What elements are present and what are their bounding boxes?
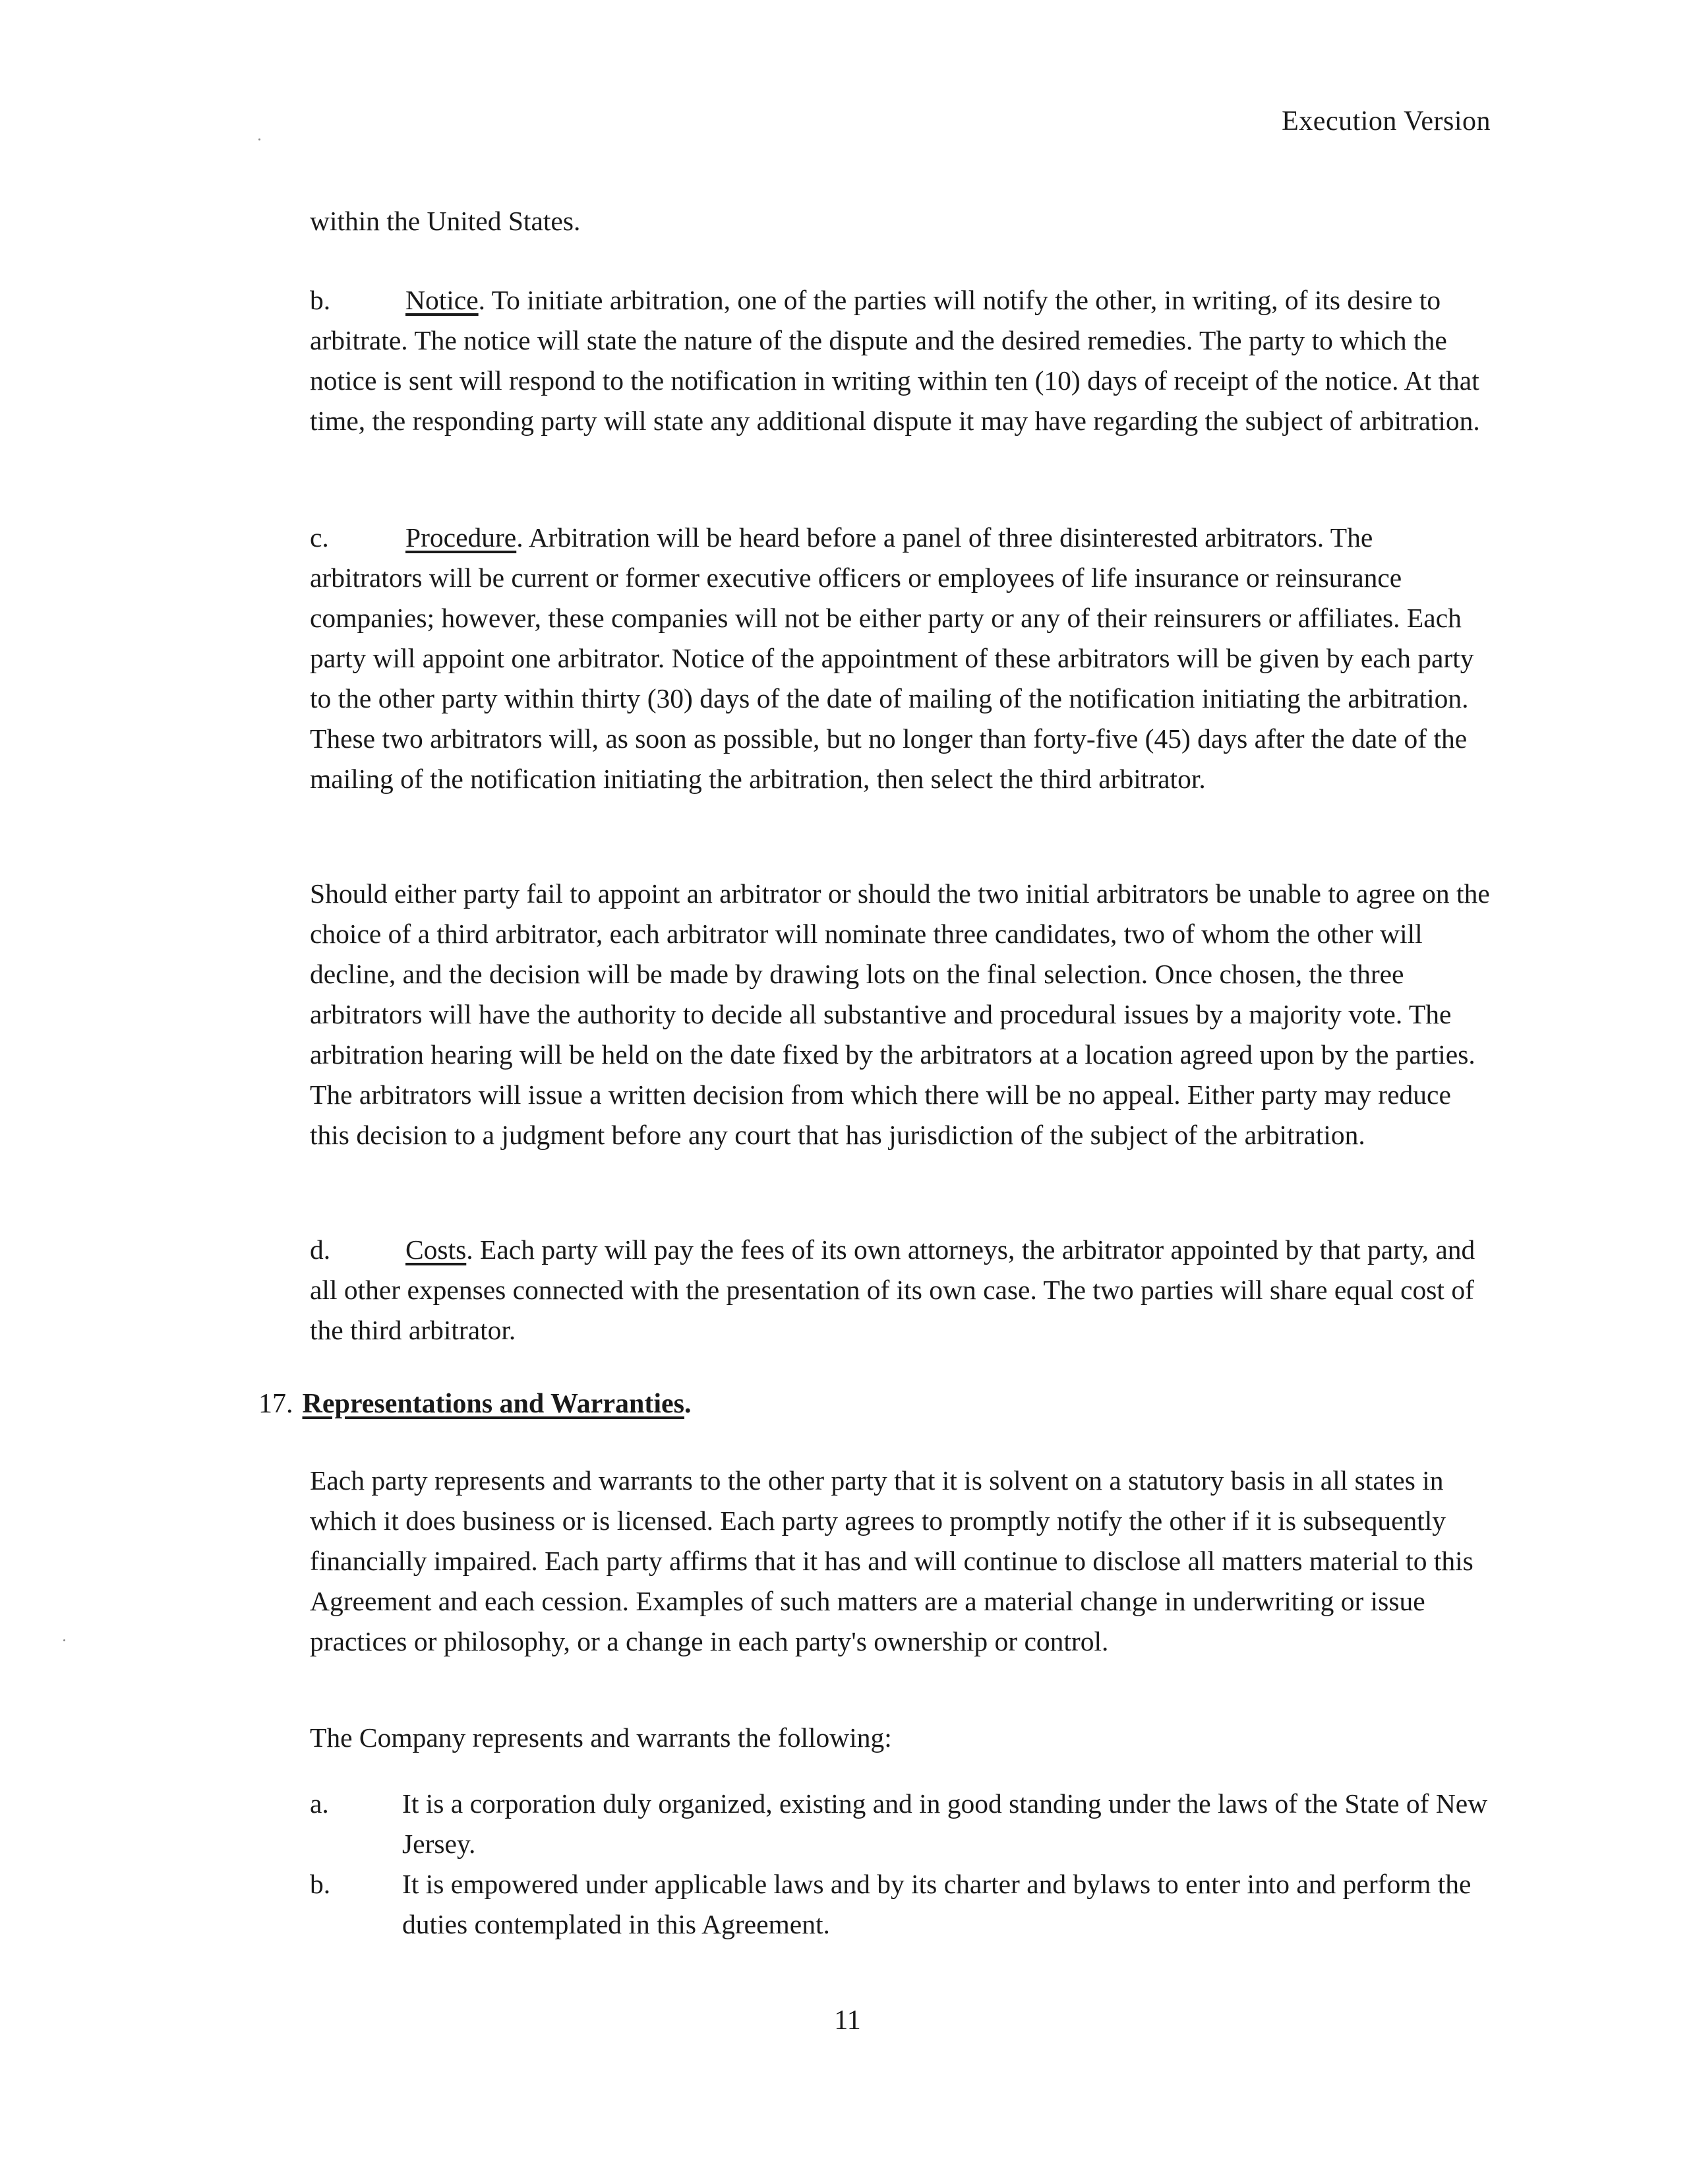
list-item-a — [310, 1784, 1490, 1864]
list-item-b — [310, 1864, 1490, 1945]
section-17-heading — [258, 1388, 691, 1420]
paragraph-arbitrator-selection: Should either party fail to appoint an arbitrator or should the two initial arbitrators be unable to agree on the choice of a third arbitrator, each arbitrator will nominate three candidates, two of whom the other will decline, and the decision will be made by drawing lots on the final selection. Once chosen, the three arbitrators will have the authority to decide all substantive and procedural issues by a majority vote. The arbitration hearing will be held on the date fixed by the arbitrators at a location agreed upon by the parties. The arbitrators will issue a written decision from which there will be no appeal. Either party may reduce this decision to a judgment before any court that has jurisdiction of the subject of the arbitration. — [310, 878, 1490, 1150]
paragraph-d-title: Costs — [405, 1234, 467, 1265]
section-17-paragraph: Each party represents and warrants to the other party that it is solvent on a statutory basis in all states in which it does business or is licensed. Each party agrees to promptly notify the other if it is subsequently financially impaired. Each party affirms that it has and will continue to disclose all matters material to this Agreement and each cession. Examples of such matters are a material change in underwriting or issue practices or philosophy, or a change in each party's ownership or control. — [310, 1465, 1473, 1656]
paragraph-c-procedure — [310, 518, 1490, 799]
paragraph-d-costs — [310, 1230, 1490, 1350]
section-17-intro: The Company represents and warrants the following: — [310, 1722, 892, 1753]
paragraph-b-text: . To initiate arbitration, one of the parties will notify the other, in writing, of its desire to arbitrate. The notice will state the nature of the dispute and the desired remedies. The party to which the notice is sent will respond to the notification in writing within ten (10) days of receipt of the notice. At that time, the responding party will state any additional dispute it may have regarding the subject of arbitration. — [310, 285, 1480, 436]
section-17-title: Representations and Warranties — [302, 1389, 684, 1419]
continuation-text: within the United States. — [310, 206, 581, 236]
paragraph-d-label: d. — [310, 1234, 331, 1265]
paragraph-c-label: c. — [310, 522, 329, 553]
paragraph-c-title: Procedure — [405, 522, 517, 553]
list-item-a-label: a. — [310, 1788, 329, 1819]
scan-speck — [63, 1639, 65, 1641]
list-item-b-label: b. — [310, 1869, 331, 1899]
paragraph-b-label: b. — [310, 285, 331, 315]
version-header: Execution Version — [1282, 106, 1491, 136]
section-17-title-suffix: . — [684, 1389, 692, 1419]
scan-speck — [258, 138, 260, 140]
paragraph-d-text: . Each party will pay the fees of its own attorneys, the arbitrator appointed by that party, and all other expenses connected with the presentation of its own case. The two parties will share equal cost of the third arbitrator. — [310, 1234, 1475, 1345]
paragraph-c-text: . Arbitration will be heard before a panel of three disinterested arbitrators. The arbitrators will be current or former executive officers or employees of life insurance or reinsurance companies; however, these companies will not be either party or any of their reinsurers or affiliates. Each party will appoint one arbitrator. Notice of the appointment of these arbitrators will be given by each party to the other party within thirty (30) days of the date of mailing of the notification initiating the arbitration. These two arbitrators will, as soon as possible, but no longer than forty-five (45) days after the date of the mailing of the notification initiating the arbitration, then select the third arbitrator. — [310, 522, 1474, 794]
section-17-number: 17. — [258, 1389, 293, 1419]
paragraph-b-title: Notice — [405, 285, 479, 315]
list-item-b-text: It is empowered under applicable laws and by its charter and bylaws to enter into and perform the duties contemplated in this Agreement. — [402, 1869, 1472, 1939]
paragraph-b-notice — [310, 280, 1490, 441]
list-item-a-text: It is a corporation duly organized, existing and in good standing under the laws of the State of New Jersey. — [402, 1788, 1488, 1859]
page-number: 11 — [834, 2005, 861, 2036]
